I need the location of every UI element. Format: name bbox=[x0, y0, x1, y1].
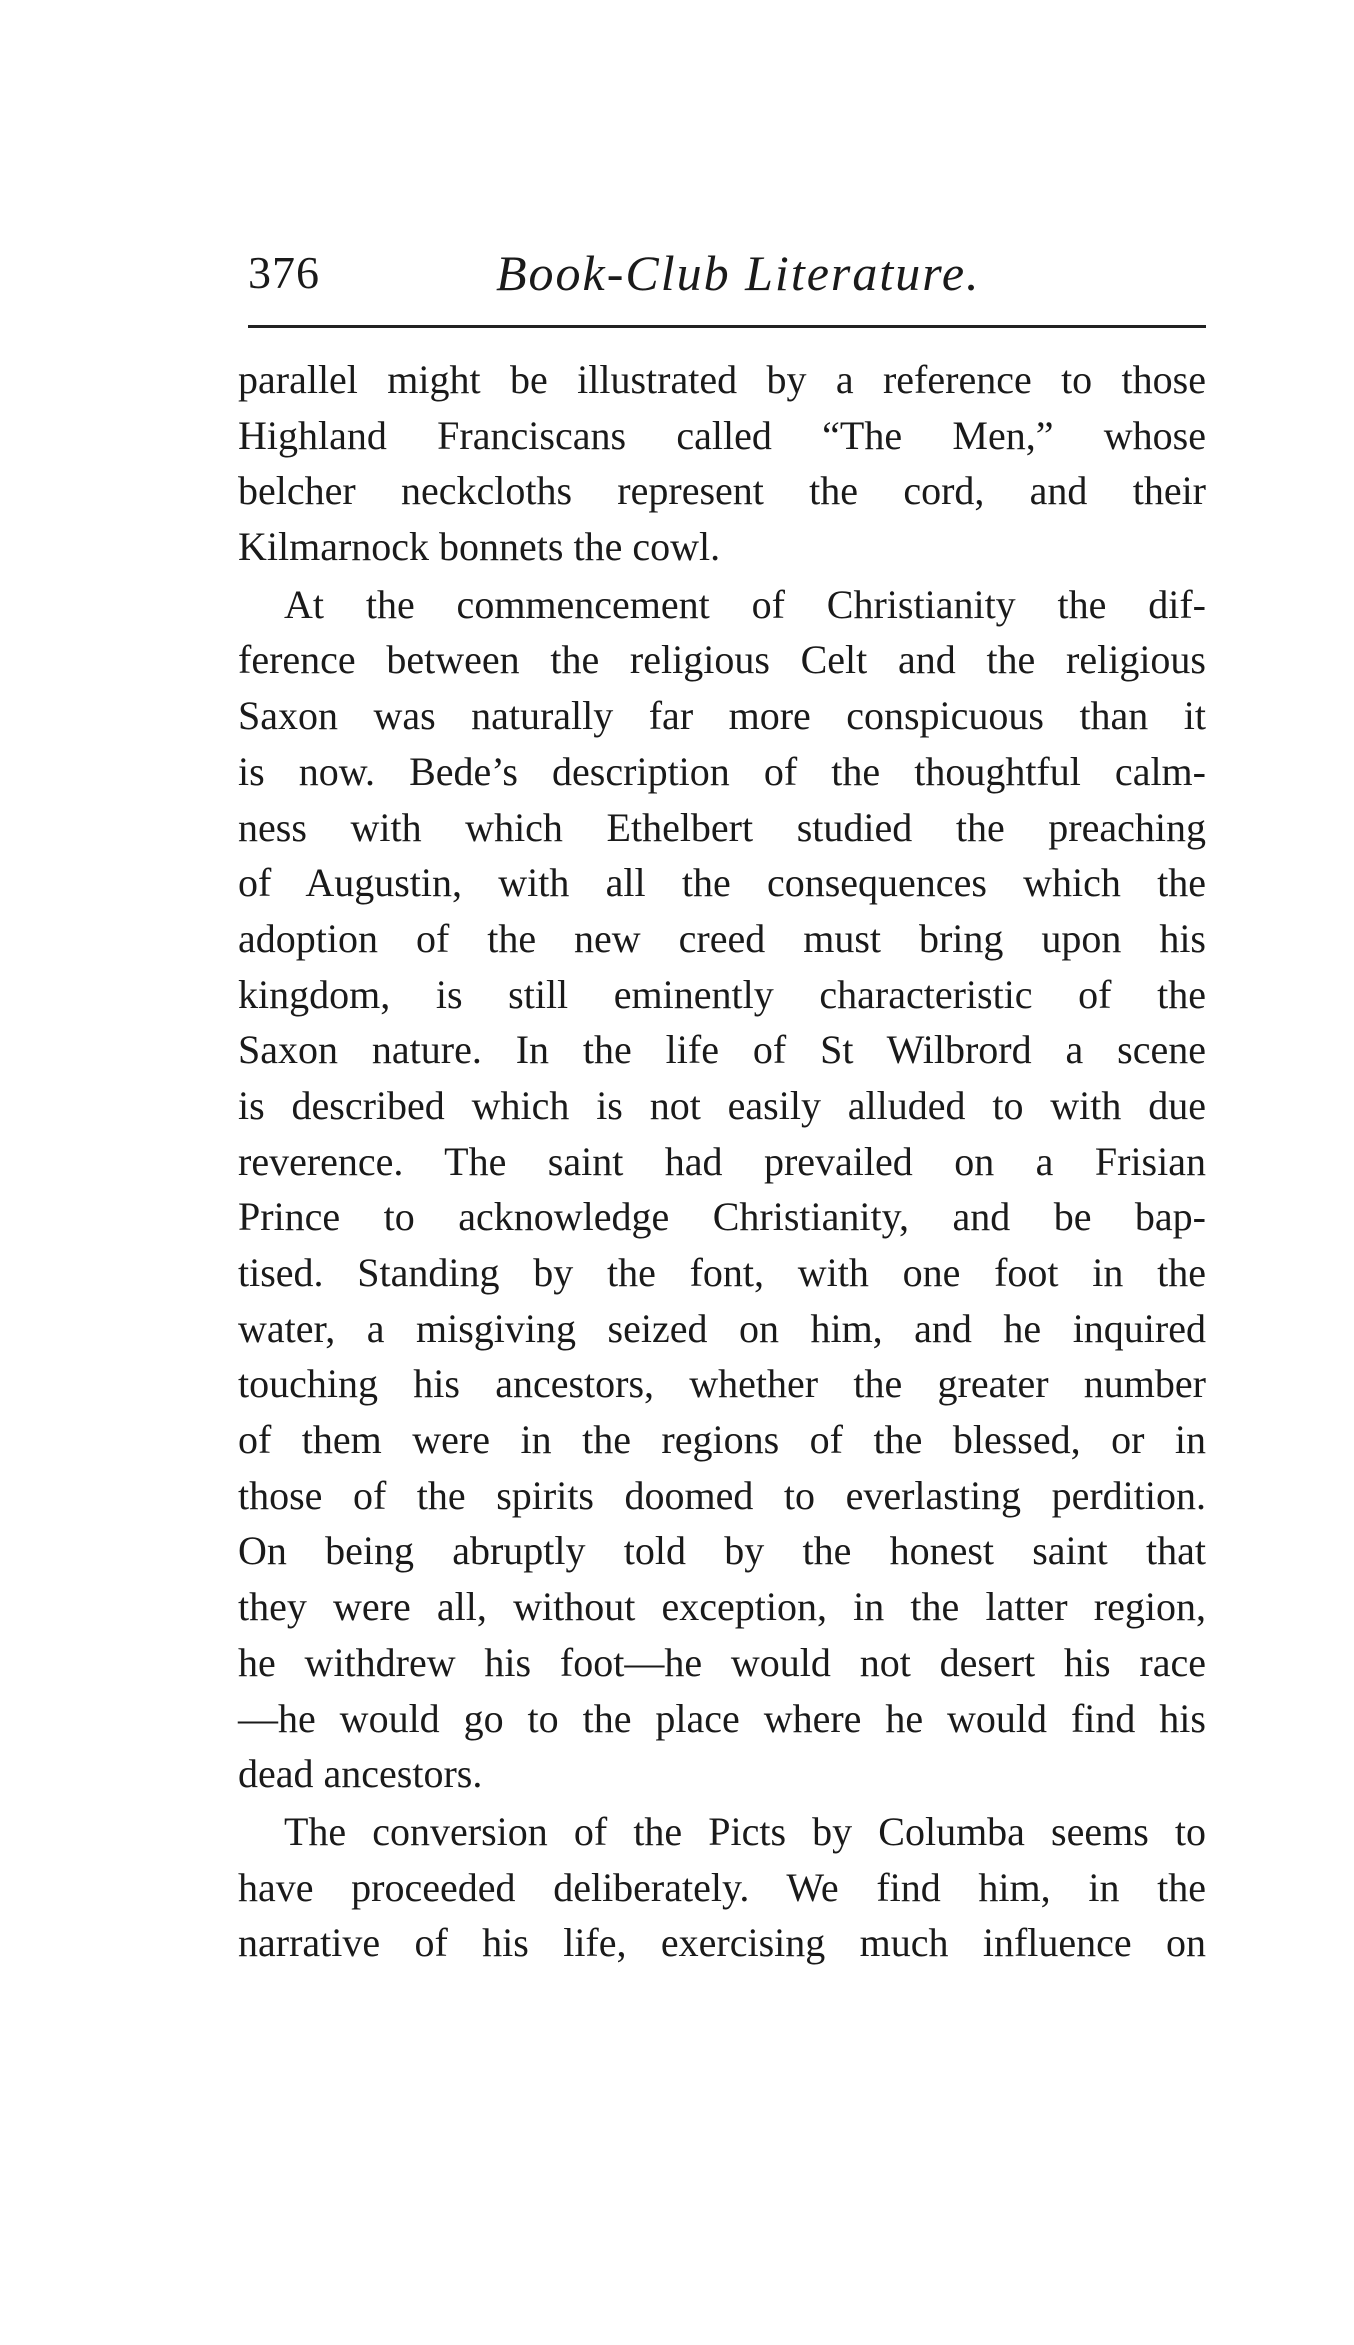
text-line: Saxon nature. In the life of St Wilbrord a scene bbox=[238, 1027, 1206, 1073]
text-line: The conversion of the Picts by Columba seems to bbox=[284, 1808, 1206, 1854]
text-line: touching his ancestors, whether the greater number bbox=[238, 1361, 1206, 1407]
text-line: ness with which Ethelbert studied the preaching bbox=[238, 804, 1206, 850]
text-line: dead ancestors. bbox=[238, 1751, 483, 1797]
paragraph-3 bbox=[238, 1804, 1206, 1971]
text-line: On being abruptly told by the honest saint that bbox=[238, 1528, 1206, 1574]
text-line: parallel might be illustrated by a reference to those bbox=[238, 357, 1206, 402]
text-line: belcher neckcloths represent the cord, and their bbox=[238, 468, 1206, 514]
body-text bbox=[238, 352, 1206, 1971]
text-line: of Augustin, with all the consequences which the bbox=[238, 860, 1206, 906]
text-line: they were all, without exception, in the latter region, bbox=[238, 1584, 1206, 1630]
text-line: —he would go to the place where he would find his bbox=[238, 1695, 1206, 1741]
paragraph-1 bbox=[238, 352, 1206, 575]
text-line: those of the spirits doomed to everlasting perdition. bbox=[238, 1472, 1206, 1518]
text-line: of them were in the regions of the blessed, or in bbox=[238, 1417, 1206, 1463]
text-line: Highland Franciscans called “The Men,” whose bbox=[238, 412, 1206, 458]
text-line: ference between the religious Celt and the religious bbox=[238, 637, 1206, 683]
text-line: adoption of the new creed must bring upon his bbox=[238, 915, 1206, 961]
running-title: Book-Club Literature. bbox=[496, 245, 981, 301]
paragraph-2 bbox=[238, 577, 1206, 1802]
text-line: kingdom, is still eminently characteristic of the bbox=[238, 971, 1206, 1017]
running-head bbox=[248, 240, 1206, 310]
text-line: Saxon was naturally far more conspicuous than it bbox=[238, 693, 1206, 739]
text-line: Prince to acknowledge Christianity, and be bap- bbox=[238, 1194, 1206, 1240]
text-line: narrative of his life, exercising much influence on bbox=[238, 1920, 1206, 1966]
text-line: At the commencement of Christianity the dif- bbox=[284, 581, 1206, 627]
text-line: have proceeded deliberately. We find him, in the bbox=[238, 1864, 1206, 1910]
text-line: reverence. The saint had prevailed on a Frisian bbox=[238, 1138, 1206, 1184]
text-line: tised. Standing by the font, with one foot in the bbox=[238, 1250, 1206, 1295]
text-line: water, a misgiving seized on him, and he inquired bbox=[238, 1305, 1206, 1351]
text-line: is now. Bede’s description of the thoughtful calm- bbox=[238, 748, 1206, 794]
header-rule bbox=[248, 325, 1206, 328]
page-number: 376 bbox=[248, 247, 320, 298]
text-line: is described which is not easily alluded to with due bbox=[238, 1082, 1206, 1128]
text-line: Kilmarnock bonnets the cowl. bbox=[238, 524, 721, 570]
text-line: he withdrew his foot—he would not desert his race bbox=[238, 1639, 1206, 1685]
